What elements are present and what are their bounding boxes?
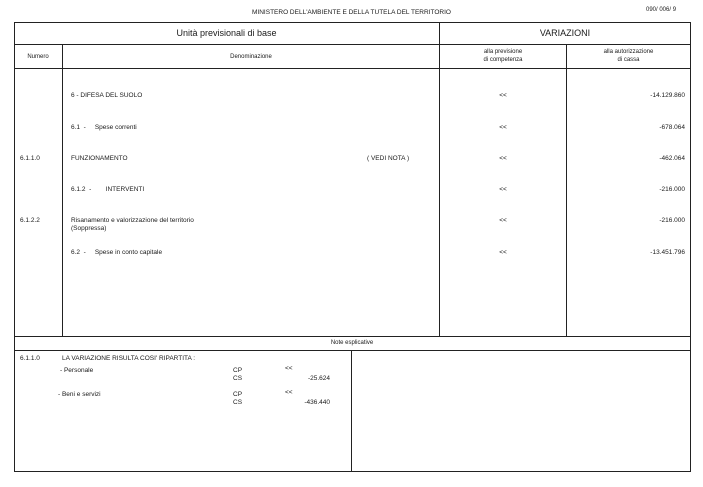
header-divider — [14, 44, 690, 45]
note-cs-value: -436.440 — [304, 399, 330, 406]
row-competenza: << — [499, 92, 507, 99]
unita-previsionali-title: Unità previsionali di base — [176, 28, 277, 38]
row-denominazione: FUNZIONAMENTO — [71, 155, 128, 162]
note-cp-value: << — [285, 365, 293, 372]
row-cassa: -678.064 — [659, 124, 685, 131]
page-code: 090/ 006/ 9 — [646, 7, 677, 13]
note-cs-value: -25.624 — [307, 375, 330, 382]
row-cassa: -462.064 — [659, 155, 685, 162]
variazioni-column-divider — [439, 22, 440, 336]
row-competenza: << — [499, 249, 507, 256]
row-competenza: << — [499, 217, 507, 224]
note-cp-label: CP — [233, 367, 243, 374]
row-denominazione: Risanamento e valorizzazione del territorio (Soppressa) — [71, 217, 194, 233]
document-frame — [14, 22, 691, 472]
row-cassa: -13.451.796 — [650, 249, 685, 256]
row-competenza: << — [499, 186, 507, 193]
cassa-header: alla autorizzazione di cassa — [603, 49, 654, 63]
row-cassa: -14.129.860 — [650, 92, 685, 99]
row-denominazione: 6 - DIFESA DEL SUOLO — [71, 92, 143, 99]
notes-title-divider — [14, 350, 690, 351]
row-note-reference: ( VEDI NOTA ) — [367, 155, 410, 162]
note-cp-label: CP — [233, 391, 243, 398]
row-cassa: -216.000 — [659, 217, 685, 224]
competenza-header: alla previsione di competenza — [483, 49, 523, 63]
row-denominazione: 6.1 - Spese correnti — [71, 124, 137, 131]
numero-column-divider — [62, 44, 63, 336]
notes-code: 6.1.1.0 — [20, 355, 40, 362]
note-cs-label: CS — [233, 399, 243, 406]
row-denominazione: 6.1.2 - INTERVENTI — [71, 186, 145, 193]
note-item-label: - Beni e servizi — [58, 391, 101, 398]
note-cs-label: CS — [233, 375, 243, 382]
row-cassa: -216.000 — [659, 186, 685, 193]
notes-title: Note esplicative — [330, 340, 374, 346]
row-competenza: << — [499, 155, 507, 162]
numero-header: Numero — [27, 54, 49, 60]
row-denominazione: 6.2 - Spese in conto capitale — [71, 249, 163, 256]
ministry-title: MINISTERO DELL'AMBIENTE E DELLA TUTELA DEL TERRITORIO — [252, 9, 451, 16]
row-competenza: << — [499, 124, 507, 131]
notes-heading: LA VARIAZIONE RISULTA COSI' RIPARTITA : — [62, 355, 196, 362]
denominazione-header: Denominazione — [230, 54, 272, 60]
variazioni-title: VARIAZIONI — [539, 28, 591, 38]
column-header-divider — [14, 68, 690, 69]
table-bottom-divider — [14, 336, 690, 337]
note-item-label: - Personale — [60, 367, 94, 374]
notes-column-divider — [351, 350, 352, 471]
note-cp-value: << — [285, 389, 293, 396]
row-numero: 6.1.1.0 — [20, 155, 40, 162]
row-numero: 6.1.2.2 — [20, 217, 40, 224]
